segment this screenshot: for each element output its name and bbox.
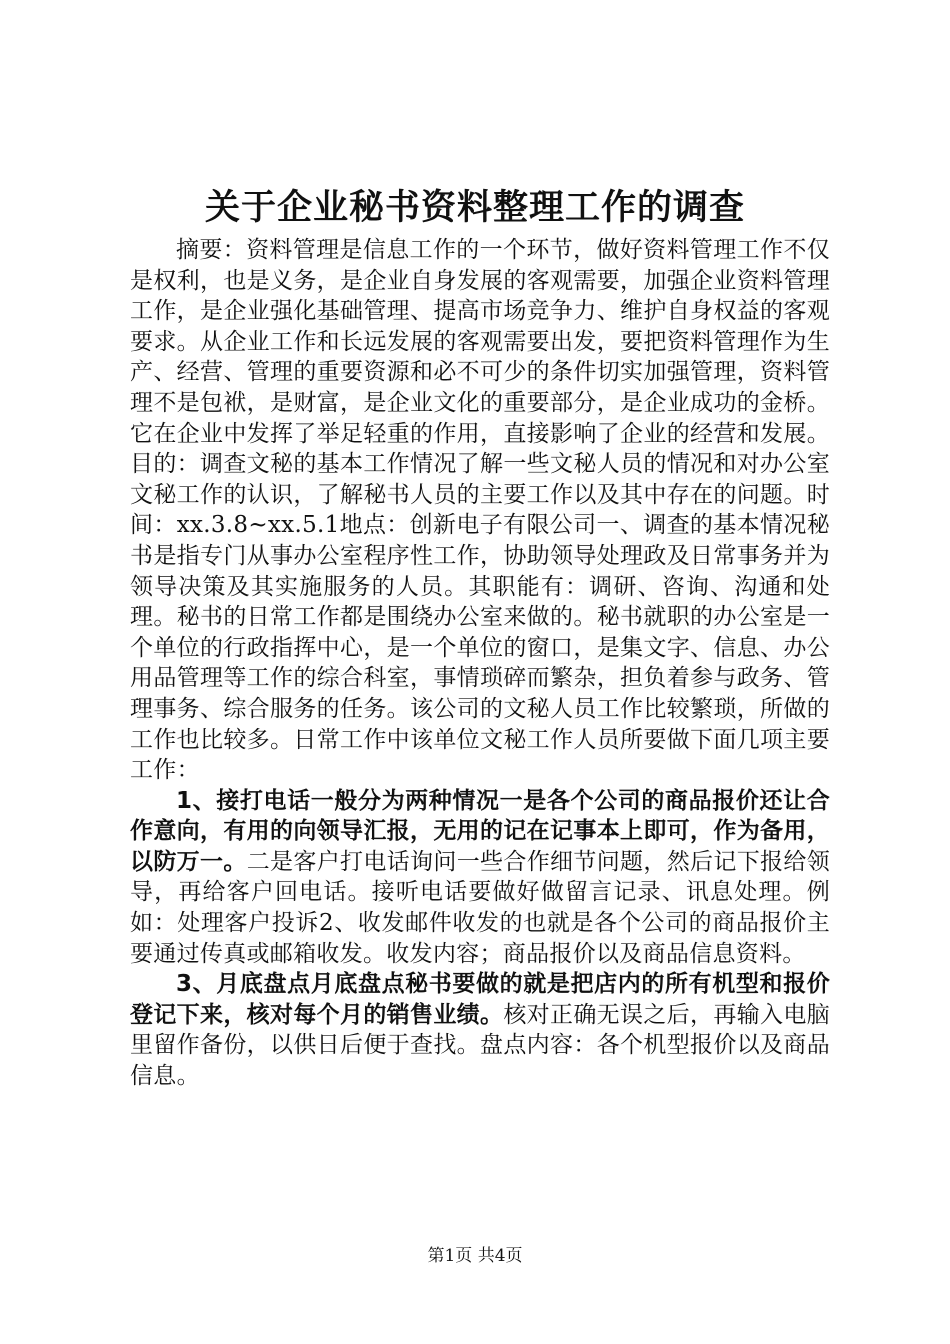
document-title: 关于企业秘书资料整理工作的调查 <box>204 187 745 228</box>
paragraph-abstract: 摘要：资料管理是信息工作的一个环节，做好资料管理工作不仅是权利，也是义务，是企业自身发展的客观需要，加强企业资料管理工作，是企业强化基础管理、提高市场竞争力、维护自身权益的客观要求。从企业工作和长远发展的客观需要出发，要把资料管理作为生产、经营、管理的重要资源和必不可少的条件切实加强管理，资料管理不是包袱，是财富，是企业文化的重要部分，是企业成功的金桥。它在企业中发挥了举足轻重的作用，直接影响了企业的经营和发展。目的：调查文秘的基本工作情况了解一些文秘人员的情况和对办公室文秘工作的认识，了解秘书人员的主要工作以及其中存在的问题。时间：xx.3.8~xx.5.1地点：创新电子有限公司一、调查的基本情况秘书是指专门从事办公室程序性工作，协助领导处理政及日常事务并为领导决策及其实施服务的人员。其职能有：调研、咨询、沟通和处理。秘书的日常工作都是围绕办公室来做的。秘书就职的办公室是一个单位的行政指挥中心，是一个单位的窗口，是集文字、信息、办公用品管理等工作的综合科室，事情琐碎而繁杂，担负着参与政务、管理事务、综合服务的任务。该公司的文秘人员工作比较繁琐，所做的工作也比较多。日常工作中该单位文秘工作人员所要做下面几项主要工作： <box>130 237 830 784</box>
paragraph-phone-duties-bold: 1、接打电话一般分为两种情况一是各个公司的商品报价还让合作意向，有用的向领导汇报，无用的记在记事本上即可，作为备用，以防万一。 <box>130 787 830 875</box>
document-body <box>130 235 830 1092</box>
paragraph-inventory-duties-bold: 3、月底盘点月底盘点秘书要做的就是把店内的所有机型和报价登记下来，核对每个月的销售业绩。 <box>130 971 830 1028</box>
paragraph-inventory-duties <box>130 969 830 1091</box>
paragraph-phone-duties <box>130 786 830 970</box>
page-footer: 第1页 共4页 <box>427 1246 523 1266</box>
paragraph-phone-duties-rest: 二是客户打电话询问一些合作细节问题，然后记下报给领导，再给客户回电话。接听电话要做好做留言记录、讯息处理。例如：处理客户投诉2、收发邮件收发的也就是各个公司的商品报价主要通过传真或邮箱收发。收发内容；商品报价以及商品信息资料。 <box>130 848 831 967</box>
paragraph-inventory-duties-rest: 核对正确无误之后，再输入电脑里留作备份，以供日后便于查找。盘点内容：各个机型报价以及商品信息。 <box>130 1001 830 1090</box>
